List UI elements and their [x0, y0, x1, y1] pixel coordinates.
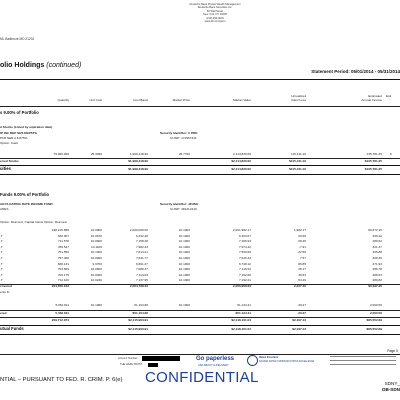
cell-quantity: 198,216.858: [51, 228, 69, 232]
cell-market-value: 7,116.54: [239, 267, 251, 272]
nc2-unrealized: -30.27: [297, 311, 306, 315]
cell-unit-cost: 10.0600: [90, 239, 102, 244]
section-preferred-sub: d Stocks (Listed by expiration date): [0, 125, 53, 129]
cell-quantity: 751.550: [57, 250, 69, 255]
footer-rule: [0, 354, 400, 355]
nc-market-price: 10.1000: [178, 303, 190, 307]
cell-market-price: 10.1000: [178, 272, 190, 277]
cell-unrealized: 7.57: [299, 256, 306, 260]
nc-unrealized: -30.27: [297, 303, 306, 307]
cell-est-income: 289.82: [372, 278, 382, 283]
cell-market-value: 6,363.07: [238, 233, 251, 238]
header-line-4: New York, NY 10005: [203, 13, 227, 17]
cell-cost-basis: 7,641.77: [135, 256, 148, 260]
cell-unit-cost: 25.3090: [90, 152, 102, 156]
cell-market-price: 10.1000: [178, 267, 190, 272]
cell-label: ,T: [0, 267, 3, 272]
header-line-6: www.db.com/pwm: [204, 20, 226, 24]
cell-cost-basis: 6,342.48: [135, 233, 148, 238]
eq-total-cost-basis: $1,999,418.90: [128, 167, 148, 171]
col-unrealized-l2: Gain/ Loss: [291, 98, 306, 102]
cell-unrealized: 20.65: [298, 233, 306, 238]
cell-unit-cost: 9.9700: [92, 261, 102, 266]
cell-quantity: 757.360: [57, 256, 69, 260]
cell-est-income: 289.62: [372, 239, 382, 244]
nc-cost-basis: 51,164.68: [134, 303, 148, 307]
fund-total-market-value: $2,118,101.04: [231, 318, 251, 322]
mf-rule: [0, 325, 400, 326]
cell-quantity: 668.131: [57, 261, 69, 266]
security-name: IP INC DEP SHS REPSTG: [0, 131, 38, 135]
cell-quantity: 630.007: [57, 233, 69, 238]
cell-cost-basis: 7,113.03: [136, 272, 148, 277]
mf-total-est-income: $85,552.69: [366, 327, 382, 331]
go-paperless-logo: [196, 356, 234, 362]
header-line-5: (212) 250-0001: [206, 16, 224, 20]
col-est-income-l2: Annual Income: [361, 98, 382, 102]
covered-cost-basis: 2,064,739.23: [129, 284, 148, 288]
cell-market-value: 7,186.93: [238, 239, 251, 244]
cell-est-yield: 6: [390, 152, 392, 156]
total-unrealized: $115,411.10: [289, 159, 306, 163]
cell-quantity: 704.609: [57, 267, 69, 272]
covered-market-value: 2,066,966.63: [232, 284, 251, 288]
eq-total-unrealized: $115,411.10: [289, 167, 306, 171]
cell-market-value: 6,748.12: [238, 261, 251, 266]
cell-unit-cost: 10.0300: [90, 272, 102, 277]
cell-label: ,T: [0, 244, 3, 249]
covered-quantity: 204,650.163: [51, 284, 69, 288]
cell-unrealized: 28.45: [298, 239, 306, 244]
covered-label: covered: [0, 284, 12, 288]
section-funds-heading: Funds 9.00% of Portfolio: [0, 192, 50, 197]
noncovered-label: ents fo: [0, 290, 10, 294]
nc-unit-cost: 10.1060: [90, 303, 102, 307]
security-cusip: CUSIP: 172967341: [170, 136, 197, 140]
section-preferred-heading: s 9.00% of Portfolio: [0, 110, 39, 115]
security-line2: PFD SER A 6.875%: [0, 136, 28, 140]
cell-est-income: 286.78: [372, 267, 382, 272]
col-est-yield: Esti: [386, 94, 392, 98]
account-name: THE HAZE TRUST: [120, 363, 143, 366]
cell-unit-cost: 10.0900: [90, 228, 102, 232]
cell-est-income: 308.25: [372, 256, 382, 260]
col-market-price: Market Price: [172, 98, 190, 102]
cell-cost-basis: 7,613.21: [135, 250, 148, 255]
col-cost-basis: Cost Basis: [133, 98, 148, 102]
dalbar-seal-icon: [247, 355, 258, 366]
cell-market-price: 26.7700: [178, 152, 190, 156]
cell-label: ,T: [0, 233, 3, 238]
cell-est-income: 271.93: [372, 261, 382, 266]
col-est-income: [340, 94, 382, 102]
cell-unit-cost: 10.1100: [91, 244, 102, 249]
total-mutual-funds-label: utual Funds: [0, 326, 24, 331]
cell-quantity: 789.547: [57, 244, 69, 249]
fund-name: AN FLOATING RATE INCOME FUND: [0, 202, 53, 206]
eq-total-est-income: $135,781.25: [364, 167, 382, 171]
fund-total-cost-basis: $2,115,903.91: [128, 318, 148, 322]
cell-est-income: 135,781.25: [366, 152, 382, 156]
cell-cost-basis: 7,158.48: [135, 239, 148, 244]
fund-cusip: CUSIP: 48121L510: [170, 207, 197, 211]
cell-label: ,T: [0, 239, 3, 244]
nc-est-income: 2,060.56: [369, 303, 382, 307]
bates-line-2: DB-SDN: [382, 387, 400, 392]
cell-est-income: 288.63: [372, 272, 382, 277]
nc2-market-value: $51,134.41: [235, 311, 251, 315]
cell-market-price: 10.1000: [178, 250, 190, 255]
security-identifier: Security Identifier: C PRK: [160, 131, 198, 135]
account-number-label: Account Number:: [118, 357, 139, 360]
cell-unit-cost: 10.0900: [90, 256, 102, 260]
header-line-3: 60 Wall Street: [206, 9, 224, 13]
cell-quantity: 712.100: [57, 278, 69, 283]
col-quantity: Quantity: [57, 98, 69, 102]
total-market-value: $2,114,830.00: [231, 159, 251, 163]
mf-total-market-value: $2,118,101.04: [231, 327, 251, 331]
disclosure-block: [330, 356, 396, 367]
cell-cost-basis: 1,999,418.90: [129, 152, 148, 156]
cell-market-value: 7,590.66: [238, 250, 251, 255]
total-est-income: $135,781.25: [364, 159, 382, 163]
header-line-1: Deutsche Bank Private Wealth Management: [189, 3, 241, 6]
page-number: Page 5: [387, 349, 398, 353]
cell-unrealized: 54.26: [298, 278, 306, 283]
col-est-income-l1: Estimated: [368, 94, 382, 98]
address-fragment: ML Baltimore MD 21202: [0, 37, 35, 41]
confidential-stamp: CONFIDENTIAL: [145, 369, 259, 386]
eq-total-market-value: $2,114,830.00: [231, 167, 251, 171]
cell-cost-basis: 7,982.33: [135, 244, 148, 249]
cell-est-income: 305.88: [372, 250, 382, 255]
cell-cost-basis: 7,137.95: [135, 278, 148, 283]
fund-total-unrealized: $2,197.13: [292, 318, 306, 322]
title-rule: [0, 79, 400, 80]
cell-cost-basis: 2,000,000.00: [129, 228, 148, 232]
cell-market-value: 7,162.66: [238, 272, 251, 277]
covered-est-income: $3,497.25: [368, 284, 382, 288]
cell-unrealized: -7.91: [298, 244, 306, 249]
page-title: [0, 62, 81, 69]
cell-market-value: 7,649.34: [238, 256, 251, 260]
fund-total-quantity: 209,712.974: [51, 318, 69, 322]
bank-header-box: [160, 3, 270, 23]
nc2-label: ered: [0, 311, 7, 315]
equities-rule: [0, 165, 400, 166]
security-option: Option: Cash: [0, 141, 19, 145]
fund-option: Option: Reinvest; Capital Gains Option: Reinvest: [0, 220, 67, 224]
mf-total-unrealized: $2,197.13: [292, 327, 306, 331]
total-preferred-label: erred Stocks: [0, 159, 19, 163]
cell-unrealized: 1,982.17: [293, 228, 306, 232]
cell-est-income: 80,672.15: [368, 228, 382, 232]
cell-market-value: 2,114,830.00: [233, 152, 251, 156]
col-unrealized: [270, 94, 306, 102]
total-equities-label: uities: [0, 166, 11, 171]
cell-cost-basis: 6,661.27: [135, 261, 148, 266]
cell-quantity: 711.578: [58, 239, 69, 244]
cell-unrealized: 115,411.10: [290, 152, 306, 156]
cell-market-price: 10.1000: [178, 278, 190, 283]
bates-line-1: SDNY_: [384, 381, 400, 386]
mf-rule-bottom: [0, 334, 400, 335]
cell-unit-cost: 10.0240: [90, 278, 102, 283]
cell-label: ,T: [0, 250, 3, 255]
cell-label: ,T: [0, 272, 3, 277]
cell-unit-cost: 10.0670: [90, 233, 102, 238]
title-continued: (continued): [46, 62, 82, 69]
cell-market-price: 10.1000: [178, 239, 190, 244]
cell-unrealized: -22.55: [297, 250, 306, 255]
rated-excellent: Rated Excellent: [259, 356, 279, 359]
col-market-value: Market Value: [233, 98, 251, 102]
disclosure-line: [330, 360, 396, 363]
cell-market-value: 7,974.42: [238, 244, 251, 249]
cell-unrealized: 86.85: [298, 261, 306, 266]
nc2-cost-basis: $51,164.68: [132, 311, 148, 315]
cell-market-value: 2,001,982.17: [232, 228, 251, 232]
fund-line2: ARES: [0, 207, 9, 211]
go-paperless-text: Go paperless: [196, 356, 235, 362]
disclosure-line: [330, 356, 396, 359]
cell-quantity: 709.175: [57, 272, 69, 277]
col-unit-cost: Unit Cost: [89, 98, 102, 102]
total-cost-basis: $1,999,418.90: [128, 159, 148, 163]
covered-unrealized: 2,227.40: [293, 284, 306, 288]
cell-market-price: 10.1000: [178, 256, 190, 260]
title-main: olio Holdings: [0, 62, 45, 69]
legal-notice: NTIAL – PURSUANT TO FED. R. CRIM. P. 6(e): [0, 377, 123, 383]
equities-rule-bottom: [0, 174, 400, 175]
cell-cost-basis: 7,088.37: [135, 267, 148, 272]
fund-total-est-income: $85,552.69: [366, 318, 382, 322]
nc-market-value: 51,134.41: [237, 303, 251, 307]
cell-market-price: 10.1000: [178, 233, 190, 238]
nc2-est-income: 2,060.56: [369, 311, 382, 315]
cell-est-income: 256.42: [372, 233, 382, 238]
cell-label: ,T: [0, 278, 3, 283]
header-rule: [0, 106, 400, 107]
cell-market-price: 10.1000: [178, 244, 190, 249]
cell-market-price: 10.1000: [178, 261, 190, 266]
cell-est-income: 321.37: [372, 244, 382, 249]
bates-stamp: [382, 381, 400, 393]
cell-unit-cost: 10.0600: [90, 267, 102, 272]
fund-identifier: Security Identifier: JFHSX: [160, 202, 198, 206]
cell-label: ,T: [0, 256, 3, 260]
header-line-2: Deutsche Bank Securities Inc.: [197, 6, 233, 10]
redaction-name: [148, 363, 158, 367]
nc2-quantity: 5,062.811: [55, 311, 69, 315]
cell-unrealized: 28.17: [298, 267, 306, 272]
redaction-account: [142, 356, 180, 361]
statement-period: Statement Period: 05/01/2014 - 05/31/2014: [311, 69, 400, 74]
rated-sub: DALBAR RATED COMMUNICATIONS EXCELLENCE: [259, 361, 315, 363]
col-unrealized-l1: Unrealized: [291, 94, 306, 98]
disclosure-line: [330, 364, 396, 367]
cell-market-value: 7,192.21: [238, 278, 251, 283]
cell-quantity: 79,000.000: [53, 152, 69, 156]
cell-label: ,T: [0, 261, 3, 266]
mf-total-cost-basis: $2,115,903.91: [128, 327, 148, 331]
cell-market-price: 10.1000: [178, 228, 190, 232]
go-paperless-sub: ASK ABOUT E-DELIVERY: [198, 364, 229, 367]
cell-unit-cost: 10.1300: [90, 250, 102, 255]
cell-unrealized: 49.63: [298, 272, 306, 277]
nc-quantity: 5,062.811: [55, 303, 69, 307]
